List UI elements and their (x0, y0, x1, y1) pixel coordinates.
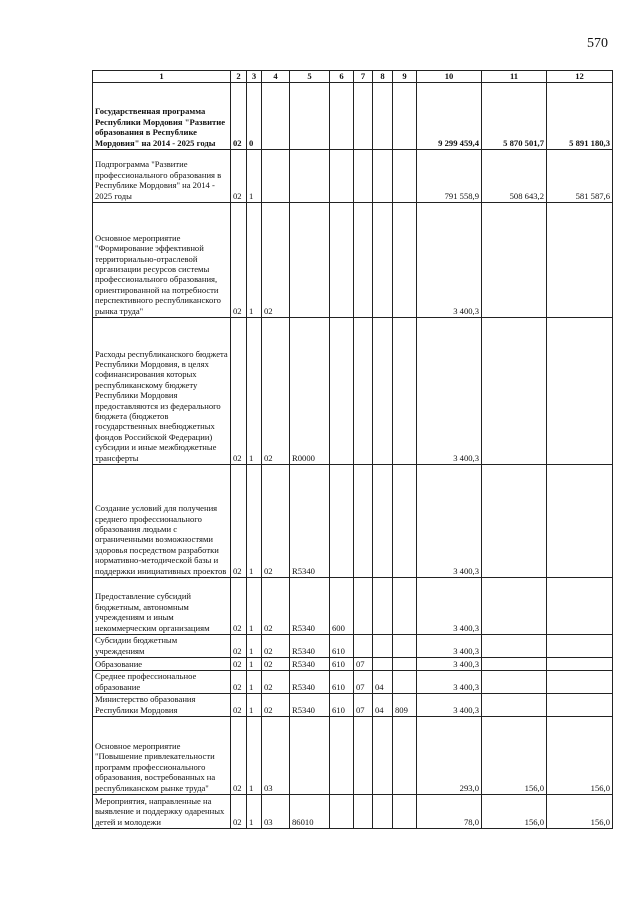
subsection-cell (373, 635, 393, 658)
header-cell: 11 (482, 71, 547, 83)
name-cell: Субсидии бюджетным учреждениям (93, 635, 231, 658)
direction-code-cell (290, 717, 330, 795)
sub-code-cell: 1 (247, 465, 262, 578)
header-cell: 12 (547, 71, 613, 83)
ministry-cell (393, 578, 417, 635)
amount-2026-cell (547, 635, 613, 658)
gp-code-cell: 02 (231, 694, 247, 717)
amount-2025-cell (482, 465, 547, 578)
expense-type-cell: 610 (330, 635, 354, 658)
name-cell: Среднее профессиональное образование (93, 671, 231, 694)
ministry-cell (393, 717, 417, 795)
amount-2025-cell: 5 870 501,7 (482, 83, 547, 150)
table-row (93, 694, 613, 717)
sub-code-cell: 1 (247, 203, 262, 318)
expense-type-cell (330, 203, 354, 318)
expense-type-cell: 610 (330, 658, 354, 671)
ministry-cell (393, 795, 417, 829)
name-cell: Образование (93, 658, 231, 671)
subsection-cell: 04 (373, 694, 393, 717)
section-cell (354, 203, 373, 318)
amount-2024-cell: 3 400,3 (417, 203, 482, 318)
name-cell: Мероприятия, направленные на выявление и поддержку одаренных детей и молодежи (93, 795, 231, 829)
amount-2025-cell: 508 643,2 (482, 150, 547, 203)
direction-code-cell: R5340 (290, 465, 330, 578)
subsection-cell (373, 83, 393, 150)
amount-2025-cell: 156,0 (482, 795, 547, 829)
amount-2024-cell: 3 400,3 (417, 658, 482, 671)
gp-code-cell: 02 (231, 150, 247, 203)
amount-2026-cell (547, 318, 613, 465)
name-cell: Расходы республиканского бюджета Республики Мордовия, в целях софинансирования которых республиканскому бюджету Республики Мордовия предоставляются из федерального бюджета (бюджетов государственных внебюджетных фондов Российской Федерации) субсидии и иные межбюджетные трансферты (93, 318, 231, 465)
header-cell: 7 (354, 71, 373, 83)
expense-type-cell (330, 465, 354, 578)
section-cell (354, 465, 373, 578)
sub-code-cell: 1 (247, 795, 262, 829)
amount-2024-cell: 3 400,3 (417, 578, 482, 635)
subsection-cell (373, 150, 393, 203)
table-row (93, 150, 613, 203)
amount-2024-cell: 791 558,9 (417, 150, 482, 203)
event-code-cell: 02 (262, 578, 290, 635)
ministry-cell (393, 318, 417, 465)
gp-code-cell: 02 (231, 717, 247, 795)
gp-code-cell: 02 (231, 318, 247, 465)
name-cell: Создание условий для получения среднего профессионального образования людьми с ограниченными возможностями здоровья посредством разработки нормативно-методической базы и поддержки инициативных проектов (93, 465, 231, 578)
section-cell (354, 717, 373, 795)
gp-code-cell: 02 (231, 203, 247, 318)
expense-type-cell: 600 (330, 578, 354, 635)
section-cell: 07 (354, 694, 373, 717)
table-row (93, 318, 613, 465)
section-cell (354, 318, 373, 465)
budget-table-body (93, 71, 613, 829)
subsection-cell: 04 (373, 671, 393, 694)
gp-code-cell: 02 (231, 635, 247, 658)
gp-code-cell: 02 (231, 658, 247, 671)
sub-code-cell: 1 (247, 671, 262, 694)
name-cell: Подпрограмма "Развитие профессионального образования в Республике Мордовия" на 2014 - 2025 годы (93, 150, 231, 203)
header-cell: 3 (247, 71, 262, 83)
direction-code-cell: 86010 (290, 795, 330, 829)
ministry-cell (393, 150, 417, 203)
expense-type-cell (330, 318, 354, 465)
amount-2026-cell (547, 203, 613, 318)
sub-code-cell: 0 (247, 83, 262, 150)
direction-code-cell: R5340 (290, 578, 330, 635)
subsection-cell (373, 658, 393, 671)
event-code-cell: 03 (262, 717, 290, 795)
amount-2024-cell: 3 400,3 (417, 318, 482, 465)
direction-code-cell: R5340 (290, 635, 330, 658)
amount-2025-cell (482, 318, 547, 465)
name-cell: Предоставление субсидий бюджетным, автономным учреждениям и иным некоммерческим организациям (93, 578, 231, 635)
amount-2026-cell (547, 671, 613, 694)
ministry-cell (393, 83, 417, 150)
gp-code-cell: 02 (231, 795, 247, 829)
header-cell: 1 (93, 71, 231, 83)
amount-2025-cell (482, 635, 547, 658)
amount-2025-cell: 156,0 (482, 717, 547, 795)
direction-code-cell: R5340 (290, 694, 330, 717)
amount-2025-cell (482, 578, 547, 635)
section-cell (354, 83, 373, 150)
table-row (93, 203, 613, 318)
event-code-cell: 02 (262, 671, 290, 694)
amount-2024-cell: 3 400,3 (417, 635, 482, 658)
expense-type-cell (330, 150, 354, 203)
event-code-cell: 02 (262, 694, 290, 717)
ministry-cell (393, 465, 417, 578)
expense-type-cell: 610 (330, 694, 354, 717)
sub-code-cell: 1 (247, 717, 262, 795)
amount-2026-cell (547, 658, 613, 671)
name-cell: Основное мероприятие "Формирование эффективной территориально-отраслевой организации ресурсов системы профессионального образования, ориентированной на потребности перспективного республиканского рынка труда" (93, 203, 231, 318)
ministry-cell (393, 203, 417, 318)
amount-2024-cell: 78,0 (417, 795, 482, 829)
sub-code-cell: 1 (247, 635, 262, 658)
table-row (93, 671, 613, 694)
ministry-cell (393, 658, 417, 671)
subsection-cell (373, 318, 393, 465)
header-cell: 5 (290, 71, 330, 83)
amount-2024-cell: 3 400,3 (417, 671, 482, 694)
name-cell: Основное мероприятие "Повышение привлекательности программ профессионального образования, востребованных на республиканском рынке труда" (93, 717, 231, 795)
budget-table (92, 70, 613, 829)
amount-2026-cell: 5 891 180,3 (547, 83, 613, 150)
event-code-cell (262, 83, 290, 150)
header-cell: 8 (373, 71, 393, 83)
amount-2026-cell (547, 694, 613, 717)
sub-code-cell: 1 (247, 658, 262, 671)
amount-2025-cell (482, 671, 547, 694)
amount-2024-cell: 9 299 459,4 (417, 83, 482, 150)
ministry-cell (393, 671, 417, 694)
table-row (93, 465, 613, 578)
subsection-cell (373, 795, 393, 829)
gp-code-cell: 02 (231, 465, 247, 578)
direction-code-cell: R5340 (290, 671, 330, 694)
header-cell: 6 (330, 71, 354, 83)
amount-2024-cell: 293,0 (417, 717, 482, 795)
table-row (93, 83, 613, 150)
amount-2024-cell: 3 400,3 (417, 694, 482, 717)
amount-2024-cell: 3 400,3 (417, 465, 482, 578)
event-code-cell: 02 (262, 635, 290, 658)
ministry-cell: 809 (393, 694, 417, 717)
amount-2026-cell: 581 587,6 (547, 150, 613, 203)
event-code-cell: 02 (262, 203, 290, 318)
direction-code-cell: R5340 (290, 658, 330, 671)
expense-type-cell (330, 717, 354, 795)
direction-code-cell: R0000 (290, 318, 330, 465)
ministry-cell (393, 635, 417, 658)
direction-code-cell (290, 83, 330, 150)
amount-2026-cell: 156,0 (547, 717, 613, 795)
amount-2026-cell (547, 465, 613, 578)
amount-2025-cell (482, 694, 547, 717)
subsection-cell (373, 465, 393, 578)
table-row (93, 578, 613, 635)
expense-type-cell: 610 (330, 671, 354, 694)
table-header-row (93, 71, 613, 83)
gp-code-cell: 02 (231, 671, 247, 694)
subsection-cell (373, 578, 393, 635)
subsection-cell (373, 203, 393, 318)
table-row (93, 795, 613, 829)
expense-type-cell (330, 83, 354, 150)
section-cell: 07 (354, 671, 373, 694)
name-cell: Министерство образования Республики Мордовия (93, 694, 231, 717)
header-cell: 4 (262, 71, 290, 83)
subsection-cell (373, 717, 393, 795)
section-cell: 07 (354, 658, 373, 671)
table-row (93, 635, 613, 658)
section-cell (354, 635, 373, 658)
header-cell: 10 (417, 71, 482, 83)
table-row (93, 658, 613, 671)
amount-2025-cell (482, 203, 547, 318)
direction-code-cell (290, 150, 330, 203)
section-cell (354, 795, 373, 829)
amount-2026-cell: 156,0 (547, 795, 613, 829)
event-code-cell: 02 (262, 465, 290, 578)
gp-code-cell: 02 (231, 578, 247, 635)
gp-code-cell: 02 (231, 83, 247, 150)
amount-2026-cell (547, 578, 613, 635)
direction-code-cell (290, 203, 330, 318)
event-code-cell: 02 (262, 318, 290, 465)
sub-code-cell: 1 (247, 694, 262, 717)
sub-code-cell: 1 (247, 318, 262, 465)
section-cell (354, 150, 373, 203)
header-cell: 2 (231, 71, 247, 83)
header-cell: 9 (393, 71, 417, 83)
name-cell: Государственная программа Республики Мордовия "Развитие образования в Республике Мордовия" на 2014 - 2025 годы (93, 83, 231, 150)
section-cell (354, 578, 373, 635)
sub-code-cell: 1 (247, 150, 262, 203)
amount-2025-cell (482, 658, 547, 671)
event-code-cell (262, 150, 290, 203)
expense-type-cell (330, 795, 354, 829)
sub-code-cell: 1 (247, 578, 262, 635)
event-code-cell: 02 (262, 658, 290, 671)
event-code-cell: 03 (262, 795, 290, 829)
page-number: 570 (587, 36, 608, 51)
table-row (93, 717, 613, 795)
